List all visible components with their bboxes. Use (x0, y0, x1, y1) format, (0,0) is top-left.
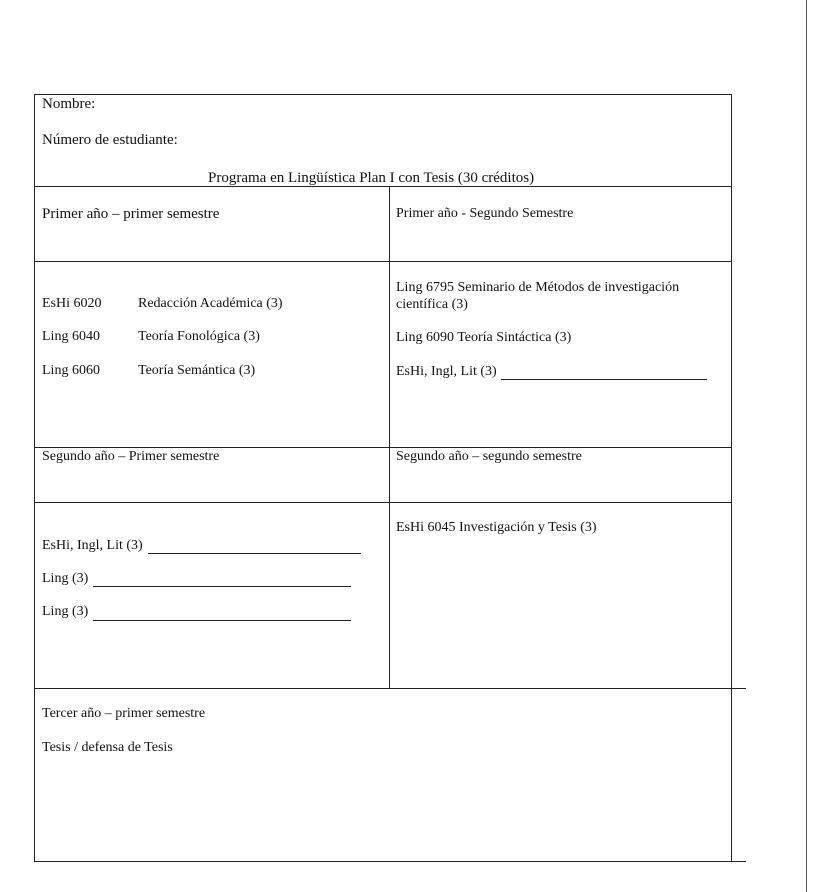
fill-in-blank[interactable] (501, 379, 707, 380)
course-code: EsHi 6020 (42, 296, 102, 311)
fill-in-blank[interactable] (93, 620, 351, 621)
table-border-left (34, 94, 35, 862)
course-code: Ling 6060 (42, 363, 100, 378)
column-divider (389, 186, 390, 689)
y1-s1-title: Primer año – primer semestre (42, 206, 220, 222)
nombre-label: Nombre: (42, 96, 96, 112)
y2-s2-title: Segundo año – segundo semestre (396, 449, 582, 464)
course-name: Redacción Académica (3) (138, 296, 283, 311)
course-line: Ling 6795 Seminario de Métodos de investigación (396, 280, 680, 295)
course-line: EsHi, Ingl, Lit (3) (42, 538, 143, 553)
table-border-bottom (34, 861, 746, 862)
fill-in-blank[interactable] (93, 586, 351, 587)
course-line: EsHi 6045 Investigación y Tesis (3) (396, 520, 597, 535)
y1-s2-title: Primer año - Segundo Semestre (396, 206, 574, 221)
course-line: Ling 6090 Teoría Sintáctica (3) (396, 330, 572, 345)
y2-s1-title: Segundo año – Primer semestre (42, 449, 220, 464)
table-border-right (731, 94, 732, 862)
course-name: Teoría Semántica (3) (138, 363, 256, 378)
course-line: EsHi, Ingl, Lit (3) (396, 364, 497, 379)
table-border-top (34, 94, 732, 95)
row-divider (34, 502, 732, 503)
fill-in-blank[interactable] (148, 553, 361, 554)
y3-s1-title: Tercer año – primer semestre (42, 706, 206, 721)
row-divider (34, 447, 732, 448)
course-line: Ling (3) (42, 571, 89, 586)
program-title: Programa en Lingüística Plan I con Tesis (30 créditos) (208, 170, 535, 186)
thesis-item: Tesis / defensa de Tesis (42, 740, 173, 755)
course-code: Ling 6040 (42, 329, 100, 344)
course-line: científica (3) (396, 297, 468, 312)
row-divider (34, 261, 732, 262)
course-line: Ling (3) (42, 604, 89, 619)
row-divider (34, 688, 746, 689)
numero-estudiante-label: Número de estudiante: (42, 132, 178, 148)
course-name: Teoría Fonológica (3) (138, 329, 260, 344)
